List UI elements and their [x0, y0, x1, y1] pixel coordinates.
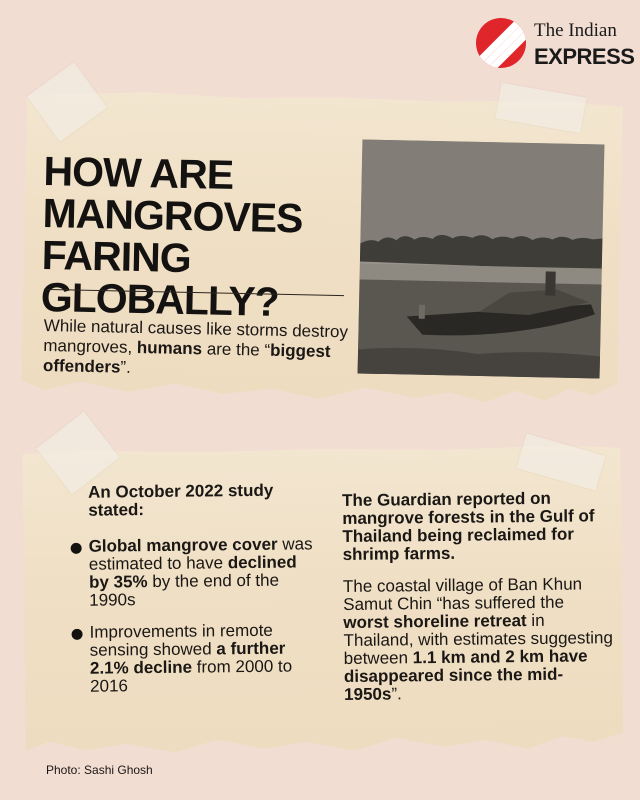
subtext: While natural causes like storms destroy mangroves, humans are the “biggest offenders”. [42, 316, 349, 377]
photo-credit: Photo: Sashi Ghosh [46, 763, 153, 777]
list-item: Global mangrove cover was estimated to have declined by 35% by the end of the 1990s [61, 535, 322, 610]
study-intro: An October 2022 study stated: [87, 480, 274, 520]
logo-line2: EXPRESS [534, 44, 635, 69]
guardian-column [342, 489, 614, 704]
study-column [60, 481, 322, 710]
headline: HOW ARE MANGROVES FARING GLOBALLY? [40, 148, 303, 325]
logo-line1: The Indian [534, 20, 617, 41]
brand-logo [476, 16, 635, 72]
guardian-heading: The Guardian reported on mangrove forests in the Gulf of Thailand being reclaimed for shrimp farms. [341, 488, 595, 564]
mangrove-boat-photo [358, 139, 605, 378]
bullet-dot-icon [71, 543, 82, 554]
bullet-dot-icon [72, 629, 83, 640]
indian-express-logo-icon [476, 18, 526, 68]
guardian-body: The coastal village of Ban Khun Samut Chin “has suffered the worst shoreline retreat in Thailand, with estimates suggesting between 1.1 km and 2 km have disappeared since the mid-1950s”. [342, 574, 613, 704]
list-item: Improvements in remote sensing showed a further 2.1% decline from 2000 to 2016 [61, 621, 322, 696]
